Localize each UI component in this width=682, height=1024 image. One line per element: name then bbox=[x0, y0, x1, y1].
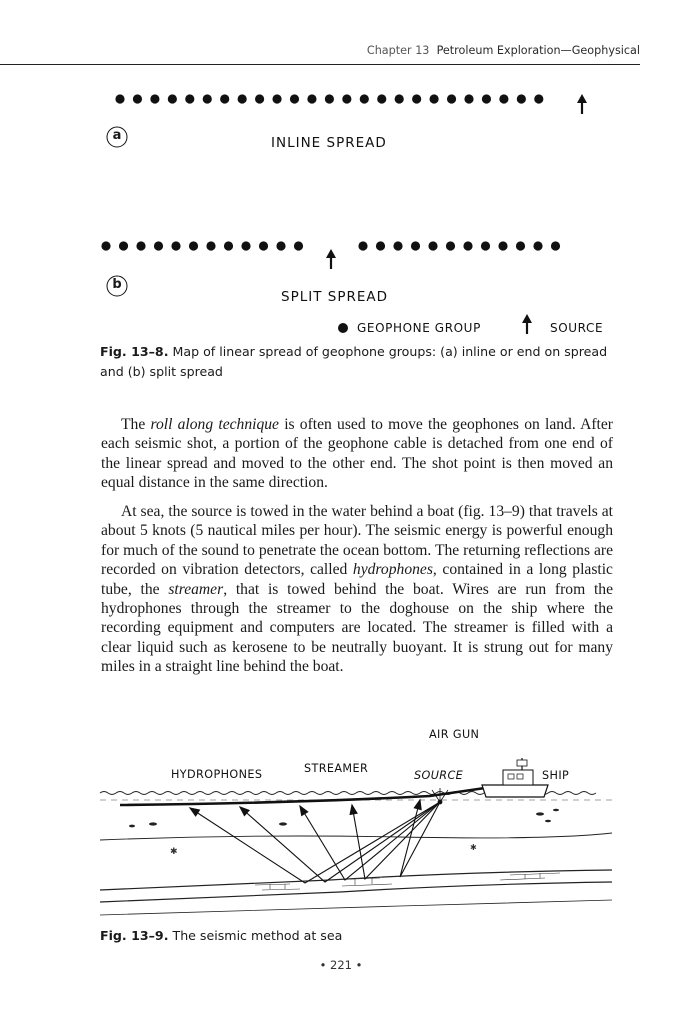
geophone-group-dot bbox=[203, 94, 212, 103]
split-source-arrow bbox=[326, 249, 336, 269]
geophone-group-dot bbox=[551, 241, 560, 250]
geophone-group-dot bbox=[259, 241, 268, 250]
geophone-group-dot bbox=[154, 241, 163, 250]
geophone-group-dot bbox=[101, 241, 110, 250]
caption-number: Fig. 13–9. bbox=[100, 928, 169, 943]
geophone-group-dot bbox=[447, 94, 456, 103]
geophone-group-dot bbox=[133, 94, 142, 103]
inline-source-arrow bbox=[577, 94, 587, 114]
geophone-group-dot bbox=[481, 241, 490, 250]
header-rule bbox=[0, 64, 640, 65]
text-run: The bbox=[121, 416, 151, 433]
text-run: At sea, the source is towed in the water behind a boat (fig. 13–9) that travels at about 5 knots (5 nautical miles per hour). The seismic energy is powerful enough for much of the sound to penetrate the ocean bottom. The returning reflections are recorded on vibration detectors, called bbox=[101, 503, 613, 579]
geophone-group-dot bbox=[412, 94, 421, 103]
geophone-group-dot bbox=[115, 94, 124, 103]
geophone-group-dot bbox=[516, 241, 525, 250]
inline-spread-label: INLINE SPREAD bbox=[271, 135, 387, 151]
starfish-icon: ✱ bbox=[470, 843, 477, 852]
legend-geophone-dot bbox=[338, 323, 348, 333]
geophone-group-dot bbox=[220, 94, 229, 103]
ray-arrowhead bbox=[414, 800, 421, 810]
geophone-group-dot bbox=[463, 241, 472, 250]
geophone-group-dot bbox=[238, 94, 247, 103]
reflector-layer-top bbox=[100, 870, 612, 890]
geophone-group-dot bbox=[358, 241, 367, 250]
geophone-group-dot bbox=[168, 94, 177, 103]
ray-path bbox=[190, 802, 440, 883]
legend-geophone-label: GEOPHONE GROUP bbox=[357, 321, 481, 335]
geophone-group-dot bbox=[446, 241, 455, 250]
geophone-group-dot bbox=[290, 94, 299, 103]
chapter-title: Petroleum Exploration—Geophysical bbox=[436, 44, 640, 57]
term-streamer: streamer bbox=[168, 580, 224, 598]
geophone-group-dot bbox=[430, 94, 439, 103]
geophone-group-dot bbox=[376, 241, 385, 250]
geophone-group-dot bbox=[307, 94, 316, 103]
panel-a-letter: a bbox=[112, 128, 122, 143]
geophone-group-dot bbox=[150, 94, 159, 103]
paragraph-at-sea bbox=[101, 502, 613, 677]
ship-label: SHIP bbox=[542, 769, 570, 782]
reflector-layer-bottom bbox=[100, 882, 612, 902]
geophone-group-dot bbox=[276, 241, 285, 250]
term-roll-along: roll along technique bbox=[150, 416, 279, 433]
hydrophones-label: HYDROPHONES bbox=[171, 768, 263, 781]
geophone-group-dot bbox=[499, 94, 508, 103]
starfish-icon: ✱ bbox=[170, 846, 178, 856]
legend-source-label: SOURCE bbox=[550, 321, 604, 335]
caption-text: The seismic method at sea bbox=[172, 928, 343, 943]
air-gun-label: AIR GUN bbox=[429, 728, 480, 741]
figure-13-9-caption bbox=[100, 926, 620, 946]
geophone-group-dot bbox=[428, 241, 437, 250]
geophone-group-dot bbox=[171, 241, 180, 250]
inline-geophone-row bbox=[115, 94, 543, 103]
geophone-group-dot bbox=[377, 94, 386, 103]
source-label: SOURCE bbox=[414, 769, 464, 782]
geophone-group-dot bbox=[189, 241, 198, 250]
geophone-group-dot bbox=[411, 241, 420, 250]
geophone-group-dot bbox=[272, 94, 281, 103]
sea-floor-line bbox=[100, 833, 612, 840]
caption-number: Fig. 13–8. bbox=[100, 344, 169, 359]
chapter-number: Chapter 13 bbox=[366, 44, 430, 57]
geophone-group-dot bbox=[464, 94, 473, 103]
legend-source-arrow bbox=[522, 314, 532, 334]
geophone-group-dot bbox=[325, 94, 334, 103]
geophone-group-dot bbox=[294, 241, 303, 250]
ray-path bbox=[352, 802, 440, 879]
geophone-group-dot bbox=[206, 241, 215, 250]
geophone-group-dot bbox=[119, 241, 128, 250]
ray-arrowhead bbox=[350, 805, 357, 814]
ship-hull bbox=[482, 758, 548, 797]
ray-path bbox=[400, 800, 440, 877]
page-number: • 221 • bbox=[319, 958, 363, 972]
panel-b-letter: b bbox=[112, 277, 122, 292]
caption-text: Map of linear spread of geophone groups: (a) inline or end on spread and (b) split spread bbox=[100, 344, 608, 379]
running-header bbox=[360, 44, 640, 57]
seismic-ray-paths bbox=[190, 800, 440, 883]
figure-13-9-diagram bbox=[0, 720, 682, 925]
paragraph-roll-along bbox=[101, 415, 613, 493]
geophone-group-dot bbox=[185, 94, 194, 103]
streamer-label: STREAMER bbox=[304, 762, 369, 775]
streamer-cable bbox=[120, 788, 485, 805]
geophone-group-dot bbox=[241, 241, 250, 250]
geophone-group-dot bbox=[533, 241, 542, 250]
geophone-group-dot bbox=[136, 241, 145, 250]
geophone-group-dot bbox=[534, 94, 543, 103]
figure-13-8-caption bbox=[100, 342, 620, 382]
term-hydrophones: hydrophones bbox=[352, 561, 433, 579]
geophone-group-dot bbox=[395, 94, 404, 103]
text-run: , contained in a long plastic tube, the bbox=[101, 561, 613, 598]
text-run: , that is towed behind the boat. Wires are run from the hydrophones through the streamer to the doghouse on the ship where the recording equipment and computers are located. The streamer is filled with a clear liquid such as kerosene to be neutrally buoyant. It is strung out for many miles in a straight line behind the boat. bbox=[101, 580, 613, 676]
ray-arrowhead bbox=[190, 808, 199, 816]
geophone-group-dot bbox=[482, 94, 491, 103]
split-spread-label: SPLIT SPREAD bbox=[281, 289, 389, 305]
ray-path bbox=[240, 802, 440, 882]
split-geophone-row bbox=[101, 241, 560, 250]
geophone-group-dot bbox=[224, 241, 233, 250]
geophone-group-dot bbox=[360, 94, 369, 103]
text-run: is often used to move the geophones on land. After each seismic shot, a portion of the geophone cable is detached from one end of the linear spread and moved to the other end. The shot point is then moved an equal distance in the same direction. bbox=[101, 416, 614, 492]
geophone-group-dot bbox=[255, 94, 264, 103]
geophone-group-dot bbox=[342, 94, 351, 103]
ray-arrowhead bbox=[300, 806, 308, 816]
geophone-group-dot bbox=[498, 241, 507, 250]
geophone-group-dot bbox=[517, 94, 526, 103]
geophone-group-dot bbox=[393, 241, 402, 250]
